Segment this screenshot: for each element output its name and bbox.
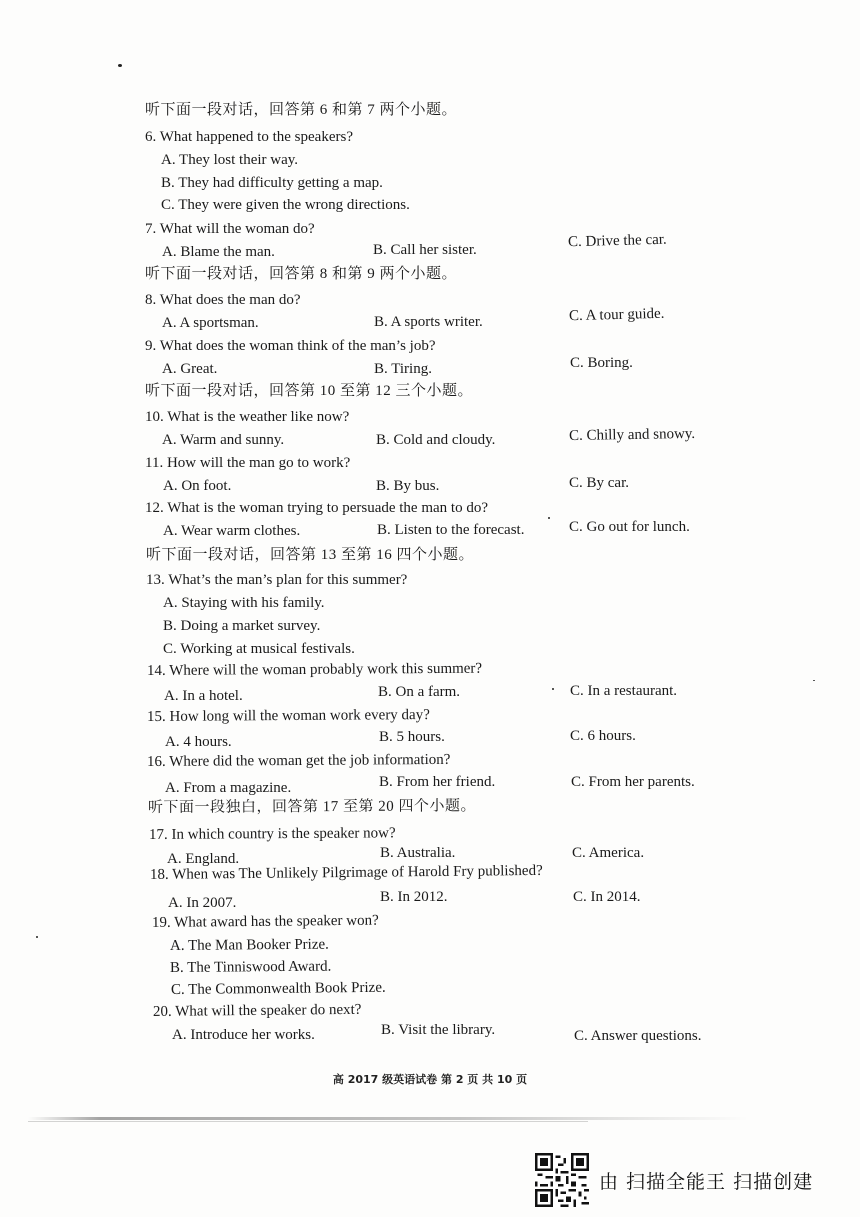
question-12-option-c: C. Go out for lunch. bbox=[569, 519, 690, 535]
question-13-option-c: C. Working at musical festivals. bbox=[163, 641, 355, 657]
question-16-stem: 16. Where did the woman get the job information? bbox=[146, 751, 451, 770]
question-14-option-c: C. In a restaurant. bbox=[570, 683, 678, 699]
question-10-option-c: C. Chilly and snowy. bbox=[568, 425, 696, 445]
qr-code-icon bbox=[535, 1153, 589, 1207]
question-20-option-b: B. Visit the library. bbox=[381, 1022, 496, 1038]
scanner-watermark bbox=[535, 1152, 813, 1208]
question-15-option-a: A. 4 hours. bbox=[165, 734, 232, 750]
question-7-option-b: B. Call her sister. bbox=[373, 242, 477, 258]
question-16-option-a: A. From a magazine. bbox=[165, 780, 292, 796]
question-20-option-a: A. Introduce her works. bbox=[172, 1027, 315, 1043]
question-12-option-a: A. Wear warm clothes. bbox=[163, 523, 301, 539]
scan-speck bbox=[36, 936, 38, 938]
question-18-option-a: A. In 2007. bbox=[168, 895, 237, 911]
question-16-option-c: C. From her parents. bbox=[571, 774, 695, 790]
question-15-option-b: B. 5 hours. bbox=[379, 729, 445, 745]
question-14-option-a: A. In a hotel. bbox=[164, 688, 243, 704]
question-8-option-b: B. A sports writer. bbox=[374, 314, 483, 330]
scan-speck bbox=[813, 680, 815, 681]
question-18-option-b: B. In 2012. bbox=[380, 889, 448, 905]
question-10-option-b: B. Cold and cloudy. bbox=[376, 432, 496, 448]
scan-speck bbox=[118, 64, 122, 67]
question-7-stem: 7. What will the woman do? bbox=[145, 221, 315, 237]
question-13-stem: 13. What’s the man’s plan for this summer? bbox=[146, 572, 408, 588]
question-11-option-c: C. By car. bbox=[569, 475, 629, 491]
section-heading: 听下面一段对话，回答第 6 和第 7 两个小题。 bbox=[145, 102, 458, 118]
watermark-text: 由 扫描全能王 扫描创建 bbox=[599, 1170, 814, 1193]
question-19-stem: 19. What award has the speaker won? bbox=[151, 912, 379, 931]
section-heading: 听下面一段对话，回答第 8 和第 9 两个小题。 bbox=[145, 266, 458, 282]
question-6-option-c: C. They were given the wrong directions. bbox=[161, 197, 410, 213]
question-13-option-a: A. Staying with his family. bbox=[163, 595, 325, 611]
question-19-option-a: A. The Man Booker Prize. bbox=[169, 936, 329, 954]
question-17-option-a: A. England. bbox=[167, 851, 240, 867]
question-14-option-b: B. On a farm. bbox=[378, 684, 461, 700]
question-6-stem: 6. What happened to the speakers? bbox=[145, 129, 353, 145]
section-heading: 听下面一段对话，回答第 10 至第 12 三个小题。 bbox=[145, 383, 474, 399]
question-13-option-b: B. Doing a market survey. bbox=[163, 618, 321, 634]
question-7-option-c: C. Drive the car. bbox=[567, 231, 667, 251]
question-18-option-c: C. In 2014. bbox=[573, 889, 641, 905]
question-16-option-b: B. From her friend. bbox=[379, 774, 496, 790]
question-11-stem: 11. How will the man go to work? bbox=[145, 455, 351, 471]
question-15-option-c: C. 6 hours. bbox=[570, 728, 636, 744]
question-20-option-c: C. Answer questions. bbox=[574, 1028, 702, 1044]
question-11-option-b: B. By bus. bbox=[376, 478, 440, 494]
question-18-stem: 18. When was The Unlikely Pilgrimage of Harold Fry published? bbox=[149, 862, 543, 883]
question-15-stem: 15. How long will the woman work every day? bbox=[146, 707, 430, 725]
question-12-stem: 12. What is the woman trying to persuade the man to do? bbox=[145, 500, 488, 516]
question-20-stem: 20. What will the speaker do next? bbox=[152, 1001, 362, 1020]
question-10-option-a: A. Warm and sunny. bbox=[162, 432, 285, 448]
question-8-option-a: A. A sportsman. bbox=[162, 315, 259, 331]
question-19-option-b: B. The Tinniswood Award. bbox=[169, 958, 332, 976]
question-9-option-b: B. Tiring. bbox=[374, 361, 432, 377]
question-10-stem: 10. What is the weather like now? bbox=[145, 409, 350, 425]
question-19-option-c: C. The Commonwealth Book Prize. bbox=[170, 979, 386, 998]
question-9-option-a: A. Great. bbox=[162, 361, 218, 377]
question-17-stem: 17. In which country is the speaker now? bbox=[148, 825, 396, 843]
question-8-option-c: C. A tour guide. bbox=[568, 305, 665, 325]
question-9-stem: 9. What does the woman think of the man’s job? bbox=[145, 338, 436, 354]
question-8-stem: 8. What does the man do? bbox=[145, 292, 301, 308]
section-heading: 听下面一段对话，回答第 13 至第 16 四个小题。 bbox=[146, 547, 475, 563]
question-6-option-b: B. They had difficulty getting a map. bbox=[161, 175, 383, 191]
question-12-option-b: B. Listen to the forecast. bbox=[377, 522, 525, 538]
question-6-option-a: A. They lost their way. bbox=[161, 152, 299, 168]
question-17-option-b: B. Australia. bbox=[380, 845, 456, 861]
section-heading: 听下面一段独白，回答第 17 至第 20 四个小题。 bbox=[147, 798, 477, 816]
page-footer: 高 2017 级英语试卷 第 2 页 共 10 页 bbox=[332, 1073, 528, 1086]
scan-speck bbox=[548, 517, 550, 519]
question-17-option-c: C. America. bbox=[572, 845, 645, 861]
question-11-option-a: A. On foot. bbox=[163, 478, 232, 494]
question-7-option-a: A. Blame the man. bbox=[162, 244, 275, 260]
scan-streak bbox=[28, 1117, 748, 1120]
scan-speck bbox=[552, 688, 554, 690]
question-9-option-c: C. Boring. bbox=[570, 355, 633, 371]
scan-streak bbox=[28, 1121, 588, 1122]
question-14-stem: 14. Where will the woman probably work this summer? bbox=[146, 660, 483, 679]
